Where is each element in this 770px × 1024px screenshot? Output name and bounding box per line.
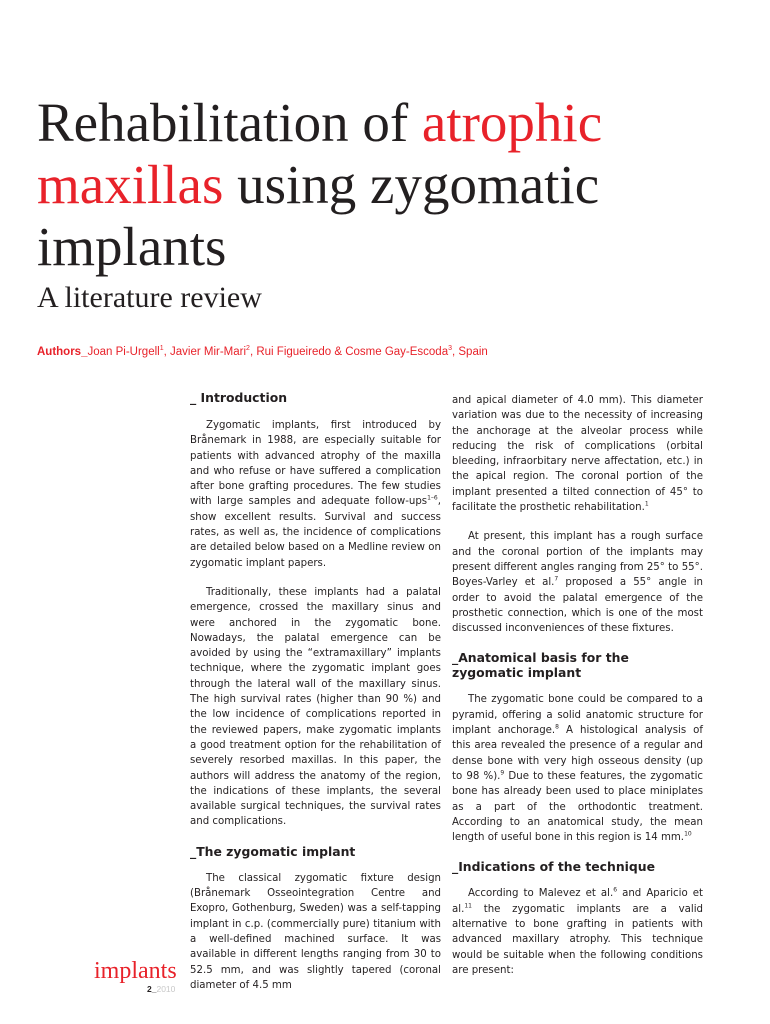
title-part-4: using zygomatic — [223, 154, 600, 215]
author-3-4: , Rui Figueiredo & Cosme Gay-Escoda — [249, 345, 449, 358]
paragraph — [452, 692, 703, 845]
paragraph-text: Due to these features, the zygomatic bone has already been used to place miniplates as a part of the orthodontic treatment. According to an anatomical study, the mean length of useful bone in this region is 14 mm. — [452, 770, 703, 844]
paragraph: The classical zygomatic fixture design (Brånemark Osseointegration Centre and Exopro, Gothenburg, Sweden) was a self-tapping implant in c.p. (commercially pure) titanium with a well-defined machined surface. It was available in different lengths ranging from 30 to 52.5 mm, and was slightly tapered (coronal diameter of 4.5 mm — [190, 872, 441, 991]
paragraph-text: At present, this implant has a rough surface and the coronal portion of the implants may present different angles ranging from 25° to 55°. Boyes-Varley et al. — [452, 531, 703, 589]
title-part-5: implants — [37, 216, 227, 277]
author-1: Joan Pi-Urgell — [87, 345, 160, 358]
paragraph-text: Zygomatic implants, first introduced by Brånemark in 1988, are especially suitable for patients with advanced atrophy of the maxilla and who refuse or have suffered a complication after bone grafting procedures. The few studies with large samples and adequate follow-ups — [190, 420, 441, 508]
section-heading-indications: _Indications of the technique — [452, 859, 655, 875]
author-1-affil: 1 — [159, 345, 164, 352]
article-subtitle: A literature review — [37, 281, 262, 314]
authors-country: , Spain — [452, 345, 488, 358]
paragraph — [190, 418, 441, 571]
citation-ref: 1–6 — [427, 495, 438, 503]
paragraph: Traditionally, these implants had a palatal emergence, crossed the maxillary sinus and were anchored in the zygomatic bone. Nowadays, the palatal emergence can be avoided by using the “extramaxillary” implants technique, where the zygomatic implant goes through the lateral wall of the maxillary sinus. The high survival rates (higher than 90 %) and the low incidence of complications reported in the reviewed papers, make zygomatic implants a good treatment option for the rehabilitation of severely resorbed maxillas. In this paper, the authors will address the anatomy of the region, the indications of these implants, the several available surgical techniques, the survival rates and complications. — [190, 586, 441, 828]
paragraph-text: the zygomatic implants are a valid alternative to bone grafting in patients with advanced maxillary atrophy. This technique would be suitable when the following conditions are present: — [452, 903, 703, 976]
author-4-affil: 3 — [448, 345, 452, 352]
paragraph-text: and Aparicio et al. — [452, 888, 703, 915]
text-column-right — [452, 393, 703, 992]
journal-logo: implants — [94, 958, 177, 984]
section-heading-introduction: _ Introduction — [190, 390, 288, 405]
paragraph-text: and apical diameter of 4.0 mm). This diameter variation was due to the necessity of increasing the anchorage at the alveolar process while reducing the risk of complications (orbital bleeding, infraorbitary nerve affectation, etc.) in the apical region. The coronal portion of the implant presented a tilted connection of 45° to facilitate the prosthetic rehabilitation. — [452, 395, 703, 514]
author-2: , Javier Mir-Mari — [163, 345, 247, 358]
citation-ref: 8 — [555, 723, 559, 731]
citation-ref: 10 — [684, 830, 692, 838]
paragraph — [452, 529, 703, 636]
paragraph — [452, 886, 703, 978]
heading-line: _Anatomical basis for the — [452, 650, 629, 666]
text-column-left — [190, 390, 441, 1007]
issue-number — [147, 984, 175, 994]
paragraph-text: The zygomatic bone could be compared to a pyramid, offering a solid anatomic structure for implant anchorage. — [452, 694, 703, 737]
title-highlight-maxillas: maxillas — [37, 154, 224, 215]
paragraph-text: , show excellent results. Survival and success rates, as well as, the incidence of complications are detailed below based on a Medline review on zygomatic implant papers. — [190, 496, 441, 569]
citation-ref: 9 — [500, 769, 505, 777]
authors-label: Authors_ — [37, 345, 88, 358]
author-2-affil: 2 — [246, 345, 250, 352]
citation-ref: 6 — [613, 887, 618, 895]
paragraph-text: proposed a 55° angle in order to avoid the palatal emergence of the prosthetic connection, which is one of the most discussed inconveniences of these fixtures. — [452, 577, 703, 635]
section-heading-zygomatic-implant: _The zygomatic implant — [190, 843, 356, 859]
paragraph — [452, 393, 703, 515]
paragraph-text: A histological analysis of this area revealed the presence of a regular and dense bone with very high osseous density (up to 98 %). — [452, 725, 703, 782]
authors-line — [37, 345, 488, 358]
issue-label: 2_ — [147, 984, 157, 994]
paragraph-text: According to Malevez et al. — [468, 888, 614, 900]
citation-ref: 1 — [644, 500, 649, 508]
section-heading-anatomical-basis — [452, 650, 703, 680]
heading-line: zygomatic implant — [452, 665, 582, 681]
citation-ref: 11 — [464, 902, 472, 910]
article-title — [37, 92, 602, 278]
title-part-1: Rehabilitation of — [37, 92, 422, 153]
issue-year: 2010 — [156, 984, 176, 994]
title-highlight-atrophic: atrophic — [421, 92, 603, 153]
citation-ref: 7 — [554, 575, 559, 583]
